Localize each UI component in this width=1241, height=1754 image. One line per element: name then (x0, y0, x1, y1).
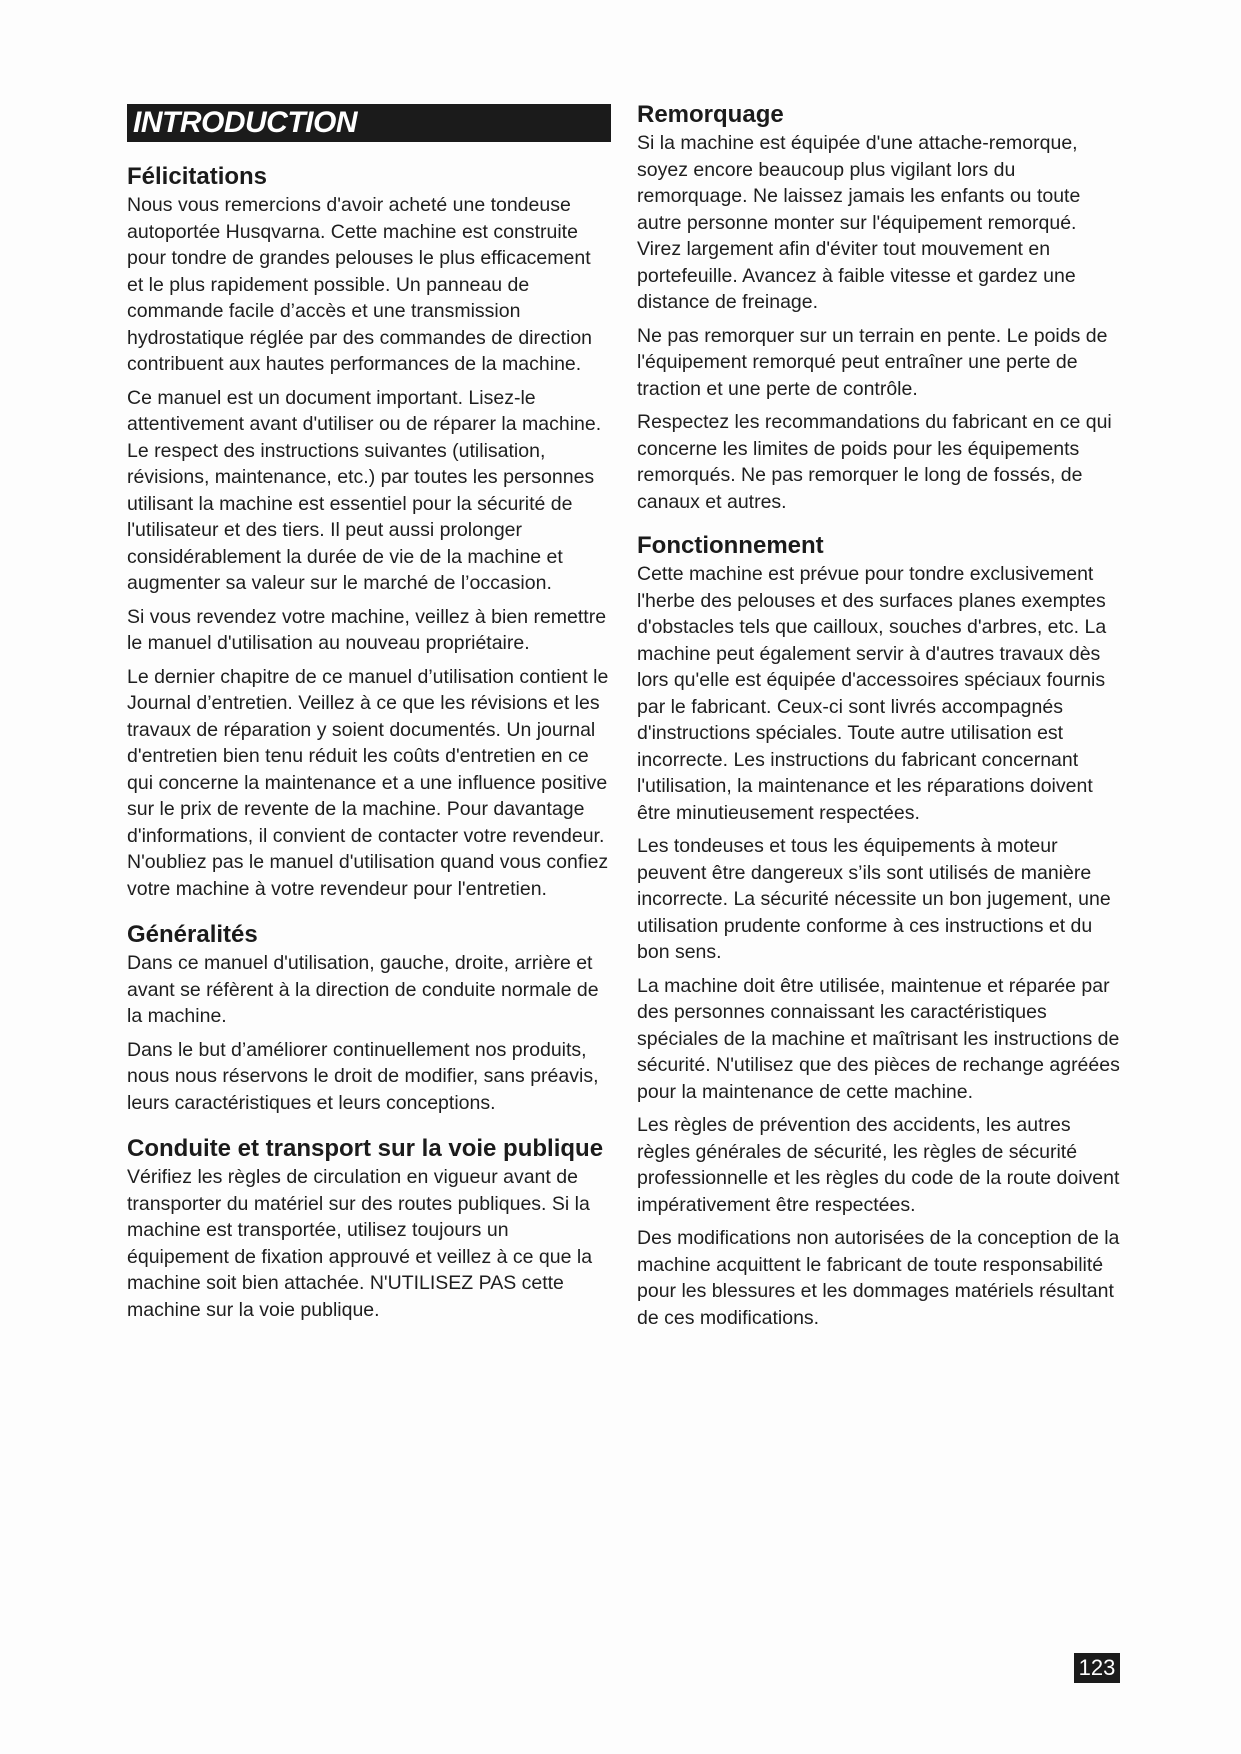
paragraph: Dans le but d’améliorer continuellement nos produits, nous nous réservons le droit de modifier, sans préavis, leurs caractéristiques et leurs conceptions. (127, 1038, 599, 1114)
heading-fonctionnement: Fonctionnement (637, 532, 824, 559)
paragraph: La machine doit être utilisée, maintenue et réparée par des personnes connaissant les caractéristiques spéciales de la machine et maîtrisant les instructions de sécurité. N'utilisez que des pièces de rechange agréées pour la maintenance de cette machine. (637, 974, 1120, 1103)
heading-felicitations: Félicitations (127, 163, 268, 190)
paragraph: Si la machine est équipée d'une attache-remorque, soyez encore beaucoup plus vigilant lors du remorquage. Ne laissez jamais les enfants ou toute autre personne monter sur l'équipement remorqué. Virez largement afin d'éviter tout mouvement en portefeuille. Avancez à faible vitesse et gardez une distance de freinage. (637, 132, 1081, 313)
heading-generalites: Généralités (127, 921, 258, 948)
paragraph: Le dernier chapitre de ce manuel d’utilisation contient le Journal d’entretien. Veillez à ce que les révisions et les travaux de réparation y soient documentés. Un journal d'entretien bien tenu réduit les coûts d'entretien en ce qui concerne la maintenance et a une influence positive sur le prix de revente de la machine. Pour davantage d'informations, il convient de contacter votre revendeur. N'oubliez pas le manuel d'utilisation quand vous confiez votre machine à votre revendeur pour l'entretien. (127, 665, 609, 900)
paragraph: Ce manuel est un document important. Lisez-le attentivement avant d'utiliser ou de réparer la machine. Le respect des instructions suivantes (utilisation, révisions, maintenance, etc.) par toutes les personnes utilisant la machine est essentiel pour la sécurité de l'utilisateur et des tiers. Il peut aussi prolonger considérablement la durée de vie de la machine et augmenter sa valeur sur le marché de l’occasion. (127, 386, 602, 594)
paragraph: Si vous revendez votre machine, veillez à bien remettre le manuel d'utilisation au nouveau propriétaire. (127, 605, 607, 654)
paragraph: Vérifiez les règles de circulation en vigueur avant de transporter du matériel sur des routes publiques. Si la machine est transportée, utilisez toujours un équipement de fixation approuvé et veillez à ce que la machine soit bien attachée. N'UTILISEZ PAS cette machine sur la voie publique. (127, 1166, 593, 1321)
section-banner: INTRODUCTION (127, 104, 611, 142)
right-column (637, 100, 1122, 1338)
paragraph: Respectez les recommandations du fabricant en ce qui concerne les limites de poids pour les équipements remorqués. Ne pas remorquer le long de fossés, de canaux et autres. (637, 411, 1112, 513)
page-number: 123 (1074, 1653, 1120, 1683)
paragraph: Des modifications non autorisées de la conception de la machine acquittent le fabricant de toute responsabilité pour les blessures et les dommages matériels résultant de ces modifications. (637, 1227, 1120, 1329)
left-column (127, 100, 611, 1330)
paragraph: Ne pas remorquer sur un terrain en pente. Le poids de l'équipement remorqué peut entraîner une perte de traction et une perte de contrôle. (637, 324, 1108, 400)
heading-remorquage: Remorquage (637, 101, 784, 128)
heading-conduite: Conduite et transport sur la voie publique (127, 1135, 604, 1162)
paragraph: Cette machine est prévue pour tondre exclusivement l'herbe des pelouses et des surfaces planes exemptes d'obstacles tels que cailloux, souches d'arbres, etc. La machine peut également servir à d'autres travaux dès lors qu'elle est équipée d'accessoires spéciaux fournis par le fabricant. Ceux-ci sont livrés accompagnés d'instructions spéciales. Toute autre utilisation est incorrecte. Les instructions du fabricant concernant l'utilisation, la maintenance et les réparations doivent être minutieusement respectées. (637, 563, 1107, 824)
paragraph: Dans ce manuel d'utilisation, gauche, droite, arrière et avant se réfèrent à la direction de conduite normale de la machine. (127, 952, 599, 1027)
paragraph: Les règles de prévention des accidents, les autres règles générales de sécurité, les règles de sécurité professionnelle et les règles du code de la route doivent impérativement être respectées. (637, 1114, 1120, 1216)
paragraph: Nous vous remercions d'avoir acheté une tondeuse autoportée Husqvarna. Cette machine est construite pour tondre de grandes pelouses le plus efficacement et le plus rapidement possible. Un panneau de commande facile d’accès et une transmission hydrostatique réglée par des commandes de direction contribuent aux hautes performances de la machine. (127, 194, 593, 375)
paragraph: Les tondeuses et tous les équipements à moteur peuvent être dangereux s’ils sont utilisés de manière incorrecte. La sécurité nécessite un bon jugement, une utilisation prudente conforme à ces instructions et du bon sens. (637, 835, 1111, 963)
